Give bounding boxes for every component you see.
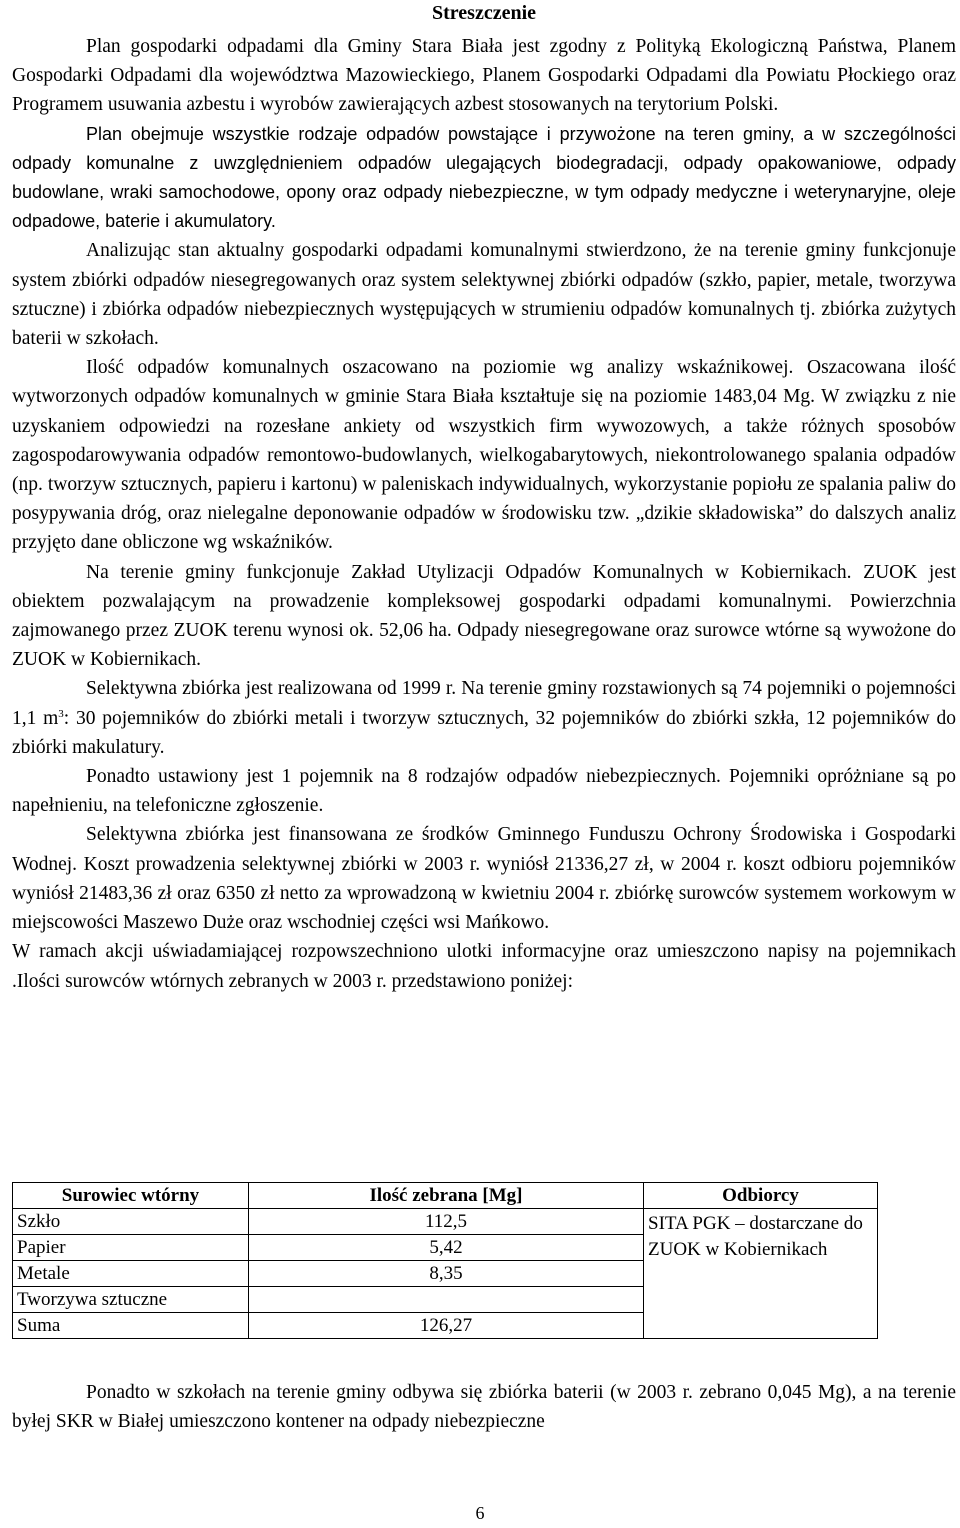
table-cell-odbiorcy: SITA PGK – dostarczane do ZUOK w Kobiernikach (644, 1209, 878, 1339)
paragraph-compliance: Plan gospodarki odpadami dla Gminy Stara Biała jest zgodny z Polityką Ekologiczną Państwa, Planem Gospodarki Odpadami dla województwa Mazowieckiego, Planem Gospodarki Odpadami dla Powiatu Płockiego oraz Programem usuwania azbestu i wyrobów zawierających azbest stosowanych na terytorium Polski. (12, 36, 956, 116)
paragraph-selective-collection-a: Selektywna zbiórka jest realizowana od 1999 r. Na terenie gminy rozstawionych są 74 pojemniki o pojemności 1,1 m (12, 678, 956, 729)
paragraph-current-state: Analizując stan aktualny gospodarki odpadami komunalnymi stwierdzono, że na terenie gminy funkcjonuje system zbiórki odpadów niesegregowanych oraz system selektywnej zbiórki odpadów (szkło, papier, metale, tworzywa sztuczne) i zbiórka odpadów niebezpiecznych występujących w strumieniu odpadów komunalnych tj. zbiórka zużytych baterii w szkołach. (12, 240, 956, 350)
table-cell-ilosc: 8,35 (249, 1261, 644, 1287)
table-cell-ilosc (249, 1287, 644, 1313)
table-cell-ilosc: 112,5 (249, 1209, 644, 1235)
table-row (13, 1209, 878, 1235)
table-cell-ilosc: 5,42 (249, 1235, 644, 1261)
paragraph-awareness: W ramach akcji uświadamiającej rozpowszechniono ulotki informacyjne oraz umieszczono napisy na pojemnikach .Ilości surowców wtórnych zebranych w 2003 r. przedstawiono poniżej: (12, 941, 956, 992)
paragraph-hazardous-container: Ponadto ustawiony jest 1 pojemnik na 8 rodzajów odpadów niebezpiecznych. Pojemniki opróżniane są po napełnieniu, na telefoniczne zgłoszenie. (12, 766, 956, 817)
recyclables-table (12, 1182, 878, 1339)
paragraph-scope: Plan obejmuje wszystkie rodzaje odpadów powstające i przywożone na teren gminy, a w szczególności odpady komunalne z uwzględnieniem odpadów ulegających biodegradacji, odpady opakowaniowe, odpady budowlane, wraki samochodowe, opony oraz odpady niebezpieczne, w tym odpady medyczne i weterynaryjne, oleje odpadowe, baterie i akumulatory. (12, 123, 956, 232)
page-title: Streszczenie (431, 2, 537, 24)
paragraph-financing: Selektywna zbiórka jest finansowana ze środków Gminnego Funduszu Ochrony Środowiska i Gospodarki Wodnej. Koszt prowadzenia selektywnej zbiórki w 2003 r. wyniósł 21336,27 zł, w 2004 r. koszt odbioru pojemników wyniósł 21483,36 zł oraz 6350 zł netto za wprowadzoną w kwietniu 2004 r. zbiórkę surowców systemem workowym w miejscowości Maszewo Duże oraz wschodniej części wsi Mańkowo. (12, 824, 956, 934)
table-cell-surowiec: Tworzywa sztuczne (13, 1287, 249, 1313)
table-header-row (13, 1183, 878, 1209)
superscript-cubic: 3 (58, 707, 64, 720)
table-header-surowiec: Surowiec wtórny (13, 1183, 249, 1209)
table-header-odbiorcy: Odbiorcy (644, 1183, 878, 1209)
table-header-ilosc: Ilość zebrana [Mg] (249, 1183, 644, 1209)
paragraph-waste-quantity: Ilość odpadów komunalnych oszacowano na poziomie wg analizy wskaźnikowej. Oszacowana ilość wytworzonych odpadów komunalnych w gminie Stara Biała kształtuje się na poziomie 1483,04 Mg. W związku z nie uzyskaniem odpowiedzi na rozesłane ankiety od wszystkich firm wywozowych, a także różnych sposobów zagospodarowywania odpadów remontowo-budowlanych, wielkogabarytowych, niekontrolowanego spalania odpadów (np. tworzyw sztucznych, papieru i kartonu) w paleniskach indywidualnych, wykorzystanie popiołu ze spalania paliw do posypywania dróg, oraz nielegalne deponowanie odpadów w środowisku tzw. „dzikie składowiska” do dalszych analiz przyjęto dane obliczone wg wskaźników. (12, 357, 956, 554)
paragraph-selective-collection-b: : 30 pojemników do zbiórki metali i tworzyw sztucznych, 32 pojemników do zbiórki szkła, 12 pojemników do zbiórki makulatury. (12, 707, 956, 758)
paragraph-selective-collection (12, 674, 956, 762)
table-cell-surowiec: Metale (13, 1261, 249, 1287)
table-cell-surowiec: Szkło (13, 1209, 249, 1235)
document-page (12, 0, 956, 996)
table-cell-surowiec: Papier (13, 1235, 249, 1261)
paragraph-batteries: Ponadto w szkołach na terenie gminy odbywa się zbiórka baterii (w 2003 r. zebrano 0,045 Mg), a na terenie byłej SKR w Białej umieszczono kontener na odpady niebezpieczne (12, 1382, 956, 1432)
page-number: 6 (475, 1503, 485, 1523)
table-cell-ilosc: 126,27 (249, 1313, 644, 1339)
table-cell-surowiec: Suma (13, 1313, 249, 1339)
paragraph-zuok: Na terenie gminy funkcjonuje Zakład Utylizacji Odpadów Komunalnych w Kobiernikach. ZUOK jest obiektem pozwalającym na prowadzenie kompleksowej gospodarki odpadami komunalnymi. Powierzchnia zajmowanego przez ZUOK terenu wynosi ok. 52,06 ha. Odpady niesegregowane oraz surowce wtórne są wywożone do ZUOK w Kobiernikach. (12, 561, 956, 671)
lower-text (12, 1378, 956, 1436)
